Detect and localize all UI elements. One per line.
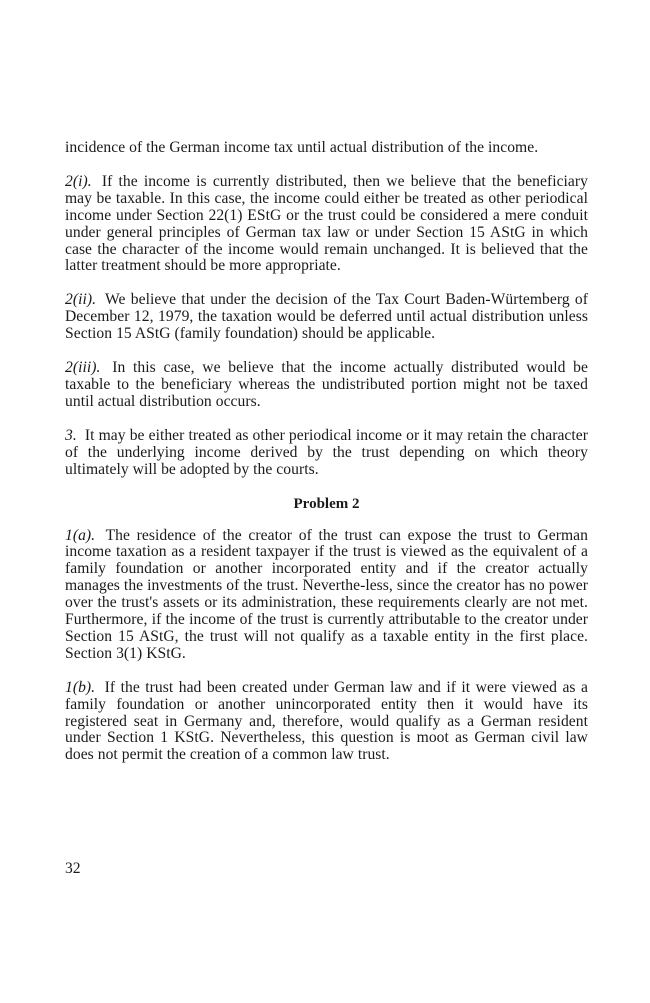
- paragraph-text: It may be either treated as other periodical income or it may retain the character of the underlying income derived by the trust depending on which theory ultimately will be adopted by the courts.: [65, 426, 588, 478]
- paragraph-text: If the income is currently distributed, then we believe that the beneficiary may be taxable. In this case, the income could either be treated as other periodical income under Section 22(1) EStG or the trust could be considered a mere conduit under general principles of German tax law or under Section 15 AStG in which case the character of the income would remain unchanged. It is believed that the latter treatment should be more appropriate.: [65, 172, 588, 275]
- paragraph-text: The residence of the creator of the trust can expose the trust to German income taxation as a resident taxpayer if the trust is viewed as the equivalent of a family foundation or another incorporated entity and if the creator actually manages the investments of the trust. Neverthe-less, since the creator has no power over the trust's assets or its administration, these requirements clearly are not met. Furthermore, if the income of the trust is currently attributable to the creator under Section 15 AStG, the trust will not qualify as a taxable entity in the first place. Section 3(1) KStG.: [65, 526, 589, 662]
- paragraph-text: We believe that under the decision of the Tax Court Baden-Würtemberg of December 12, 1979, the taxation would be deferred until actual distribution unless Section 15 AStG (family foundation) should be applicable.: [65, 291, 588, 343]
- paragraph-label: 2(ii).: [65, 291, 97, 309]
- section-heading-problem-2: Problem 2: [293, 495, 360, 512]
- paragraph-2ii: [65, 292, 588, 343]
- paragraph-label: 2(i).: [65, 172, 92, 190]
- paragraph-2iii: [65, 360, 588, 411]
- paragraph-1b: [65, 680, 588, 765]
- paragraph-2i: [65, 174, 588, 275]
- paragraph-text: If the trust had been created under German law and if it were viewed as a family foundation or another unincorporated entity then it would have its registered seat in Germany and, therefore, would qualify as a German resident under Section 1 KStG. Nevertheless, this question is moot as German civil law does not permit the creation of a common law trust.: [65, 678, 588, 764]
- paragraph-label: 2(iii).: [65, 359, 101, 377]
- paragraph-label: 3.: [65, 426, 77, 444]
- paragraph-text: incidence of the German income tax until actual distribution of the income.: [65, 139, 539, 156]
- paragraph-intro: [65, 140, 588, 157]
- page-number: 32: [65, 860, 81, 877]
- paragraph-1a: [65, 528, 588, 663]
- page-body: [65, 140, 588, 781]
- paragraph-label: 1(a).: [65, 526, 96, 544]
- paragraph-text: In this case, we believe that the income actually distributed would be taxable to the beneficiary whereas the undistributed portion might not be taxed until actual distribution occurs.: [65, 359, 588, 410]
- paragraph-label: 1(b).: [65, 678, 96, 696]
- paragraph-3: [65, 428, 588, 479]
